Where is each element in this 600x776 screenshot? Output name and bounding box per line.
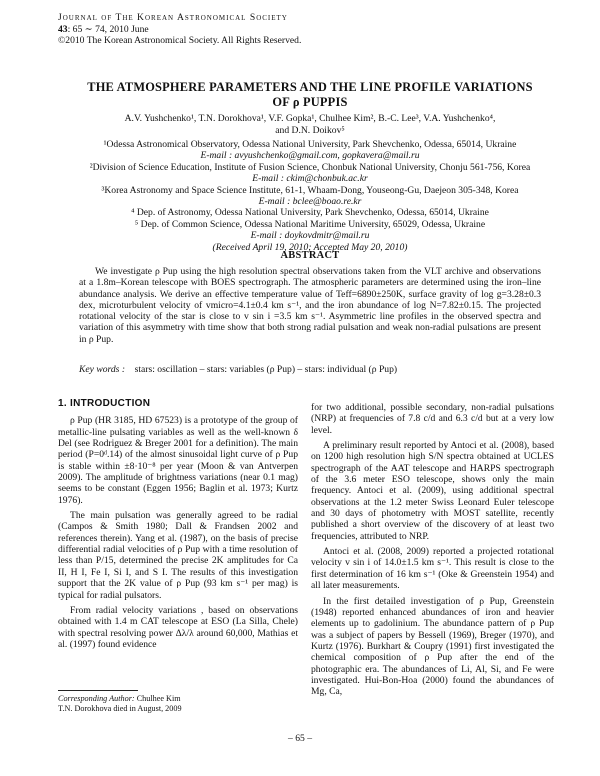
affiliations [40, 139, 580, 253]
footnote-deceased: T.N. Dorokhova died in August, 2009 [58, 704, 182, 714]
intro-paragraph-1: ρ Pup (HR 3185, HD 67523) is a prototype of the group of metallic-line pulsating variables as well as the well-known δ Del (see Rodriguez & Breger 2001 for a definition). The main period (P=0ᵈ.14) of the almost sinusoidal light curve of ρ Pup is stable within ±8·10⁻⁸ per year (Moon & van Antverpen 2009). The amplitude of brightness variations (near 0.1 mag) seems to be constant (Eggen 1956; Baglin et al. 1973; Kurtz 1976). [58, 415, 298, 506]
journal-volume [58, 24, 301, 36]
copyright-line: ©2010 The Korean Astronomical Society. All Rights Reserved. [58, 35, 302, 46]
authors-line-1: A.V. Yushchenko¹, T.N. Dorokhova¹, V.F. Gopka¹, Chulhee Kim², B.-C. Lee³, V.A. Yushchenko⁴, [124, 113, 496, 124]
email-5: E-mail : doykovdmitr@mail.ru [250, 230, 370, 242]
volume-pages: : 65 ∼ 74, 2010 June [67, 23, 149, 35]
email-2: E-mail : ckim@chonbuk.ac.kr [252, 173, 368, 185]
journal-header [58, 12, 301, 47]
keywords-label: Key words : [79, 364, 126, 375]
page-number: – 65 – [288, 733, 312, 744]
title-line-2: OF ρ PUPPIS [272, 94, 348, 109]
journal-name: Journal of The Korean Astronomical Society [58, 12, 288, 23]
authors-line-2: and D.N. Doikov⁵ [275, 124, 345, 136]
affiliation-5: ⁵ Dep. of Common Science, Odessa National Maritime University, 65029, Odessa, Ukraine [134, 218, 486, 230]
received-dates: (Received April 19, 2010; Accepted May 20, 2010) [212, 241, 408, 253]
keywords [79, 364, 541, 375]
affiliation-1: ¹Odessa Astronomical Observatory, Odessa National University, Park Shevchenko, Odessa, 65014, Ukraine [103, 139, 517, 150]
footnote-corresponding [58, 694, 182, 704]
email-1: E-mail : avyushchenko@gmail.com, gopkavera@mail.ru [200, 150, 420, 162]
footnote-label: Corresponding Author: [58, 694, 135, 703]
paper-title [40, 80, 580, 109]
affiliation-2: ²Division of Science Education, Institute of Fusion Science, Chonbuk National University, Chonju 561-756, Korea [89, 161, 531, 173]
email-3: E-mail : bclee@boao.re.kr [258, 196, 362, 208]
intro-paragraph-5: A preliminary result reported by Antoci et al. (2008), based on 1200 high resolution high S/N spectra obtained at UCLES spectrograph of the AAT telescope and HARPS spectrograph of the 3.6 meter ESO telescope, shows only the main frequency. Antoci et al. (2009), using additional spectral observations at the 1.2 meter Swiss Leonard Euler telescope and 30 days of photometry with MOST satellite, recently published a short overview of the discovery of at least two frequencies, attributed to NRP. [311, 440, 554, 542]
author-list [40, 113, 580, 136]
affiliation-3: ³Korea Astronomy and Space Science Institute, 61-1, Whaam-Dong, Youseong-Gu, Daejeon 305-348, Korea [101, 184, 519, 196]
intro-paragraph-4: for two additional, possible secondary, non-radial pulsations (NRP) at frequencies of 7.8 c/d and 6.3 c/d but at a very low level. [311, 402, 554, 436]
abstract-heading: ABSTRACT [280, 250, 340, 261]
abstract-text: We investigate ρ Pup using the high resolution spectral observations taken from the VLT archive and observations at a 1.8m–Korean telescope with BOES spectrograph. The atmospheric parameters are determined using the iron–line abundance analysis. We derive an effective temperature value of Teff=6890±250K, surface gravity of log g=3.28±0.3 dex, microturbulent velocity of vmicro=4.1±0.4 km s⁻¹, and the iron abundance of log N=7.82±0.15. The projected rotational velocity of the star is close to v sin i =3.5 km s⁻¹. Asymmetric line profiles in the observed spectra and variation of this asymmetry with time show that both strong radial pulsation and weak non-radial pulsations are present in ρ Pup. [79, 266, 541, 345]
intro-paragraph-2: The main pulsation was generally agreed to be radial (Campos & Smith 1980; Dall & Frandsen 2002 and references therein). Yang et al. (1987), on the basis of precise differential radial velocities of ρ Pup with a time resolution of less than P/15, determined the precise 2K amplitudes for Ca II, H I, Fe I, Si I, and S I. The results of this investigation support that the 2K value of ρ Pup (93 km s⁻¹ per mag) is typical for radial pulsators. [58, 510, 298, 601]
title-line-1: THE ATMOSPHERE PARAMETERS AND THE LINE PROFILE VARIATIONS [87, 80, 533, 94]
left-column [58, 398, 298, 654]
intro-paragraph-6: Antoci et al. (2008, 2009) reported a projected rotational velocity v sin i of 14.0±1.5 km s⁻¹. This result is close to the first determination of 16 km s⁻¹ (Oke & Greenstein 1954) and all later measurements. [311, 546, 554, 592]
volume-number: 43 [58, 23, 68, 35]
footnote-rule [58, 690, 138, 691]
keywords-text: stars: oscillation – stars: variables (ρ Pup) – stars: individual (ρ Pup) [134, 364, 398, 375]
footnote-author: Chulhee Kim [134, 694, 181, 703]
intro-paragraph-3: From radial velocity variations , based on observations obtained with 1.4 m CAT telescope at ESO (La Silla, Chele) with spectral resolving power Δλ/λ around 60,000, Mathias et al. (1997) found evidence [58, 604, 298, 650]
section-heading-introduction: 1. INTRODUCTION [58, 398, 151, 409]
affiliation-4: ⁴ Dep. of Astronomy, Odessa National University, Park Shevchenko, Odessa, 65014, Ukraine [131, 207, 489, 219]
intro-paragraph-7: In the first detailed investigation of ρ Pup, Greenstein (1948) reported enhanced abundances of iron and heavier elements up to gadolinium. The abundance pattern of ρ Pup was a subject of papers by Bessell (1969), Breger (1970), and Kurtz (1976). Burkhart & Coupry (1991) first investigated the chemical composition of ρ Pup after the end of the photographic era. The abundances of Li, Al, Si, and Fe were investigated. Hui-Bon-Hoa (2000) found the abundances of Mg, Ca, [311, 595, 554, 698]
right-column [311, 402, 554, 702]
footnotes [58, 694, 182, 715]
